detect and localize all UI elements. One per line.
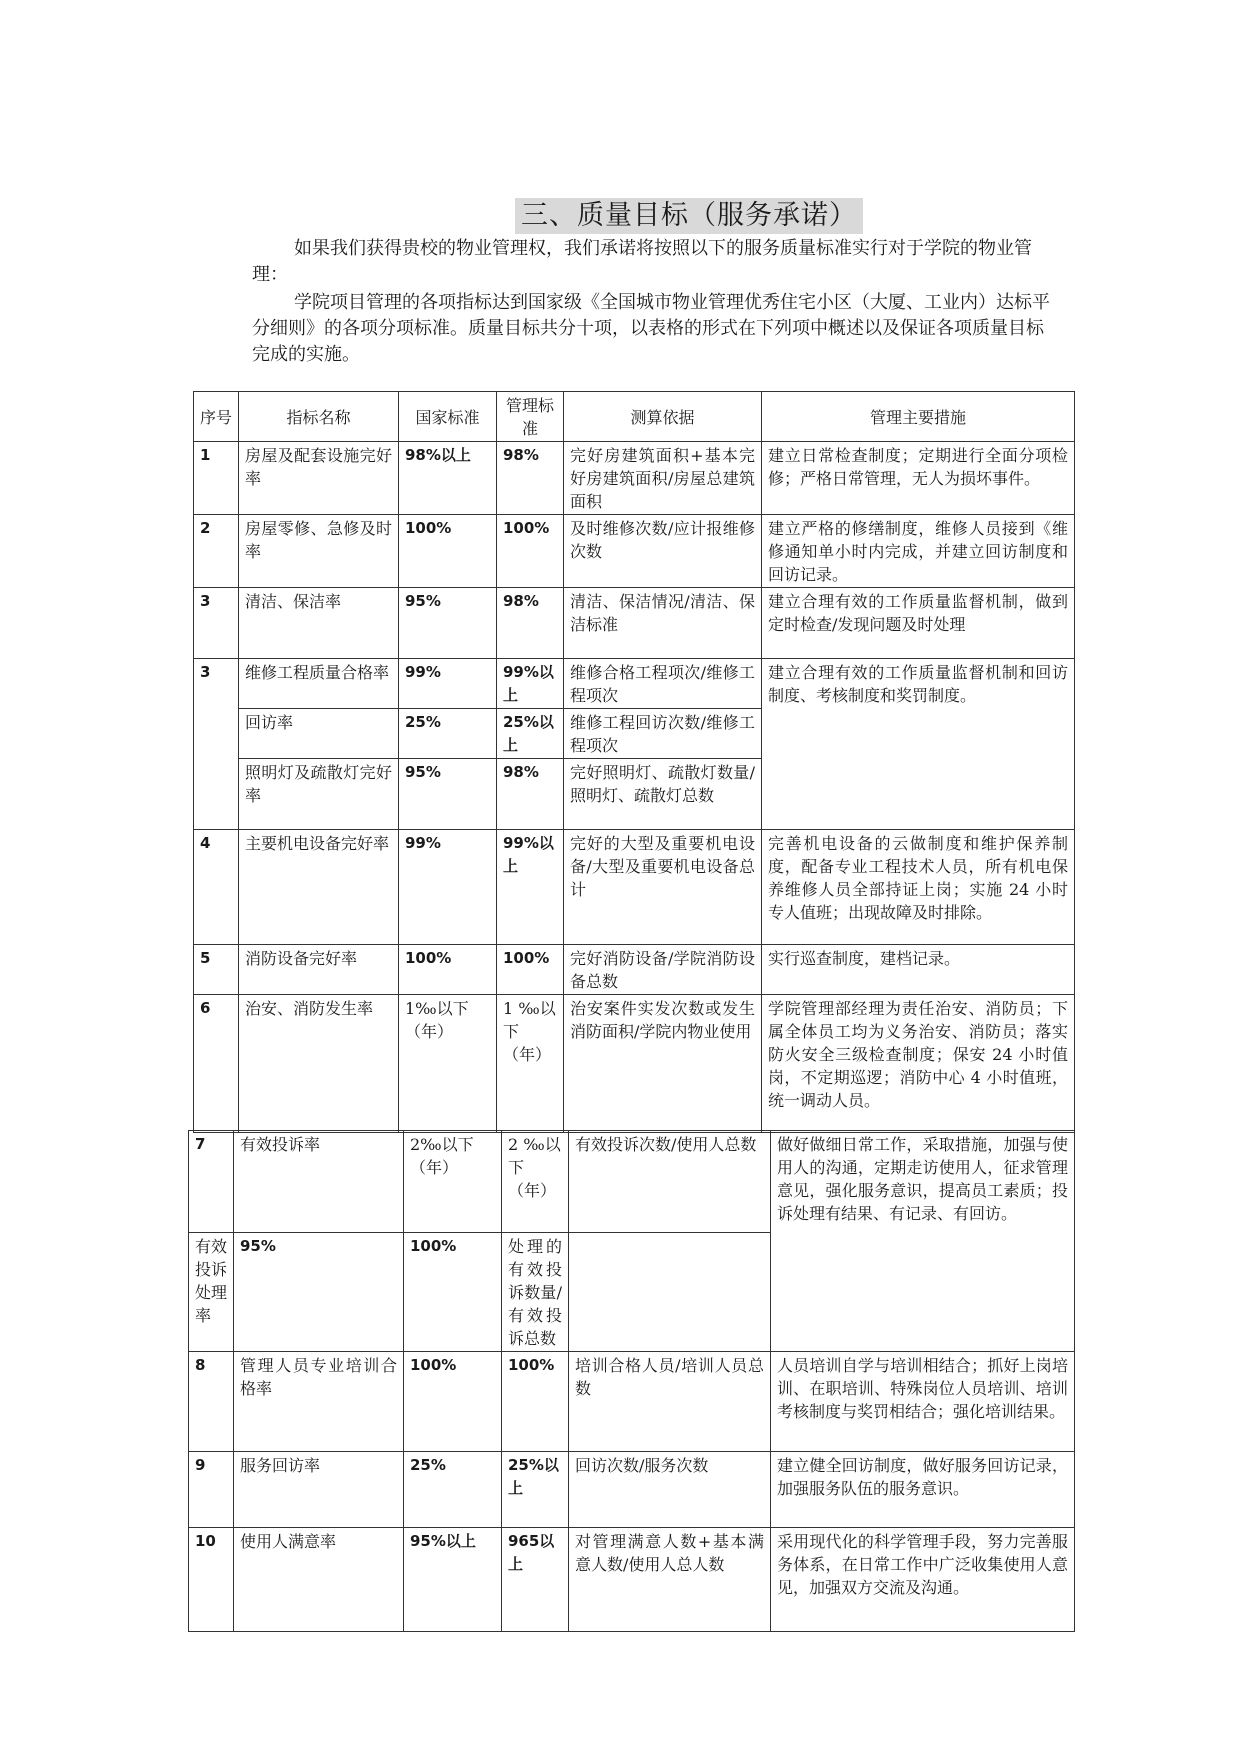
table-row xyxy=(194,515,1075,588)
national-standard: 95%以上 xyxy=(404,1528,502,1632)
header-cell: 管理主要措施 xyxy=(762,392,1075,442)
indicator-name: 消防设备完好率 xyxy=(239,945,399,995)
indicator-name: 管理人员专业培训合格率 xyxy=(234,1352,404,1452)
indicator-name: 清洁、保洁率 xyxy=(239,588,399,659)
header-cell: 国家标准 xyxy=(399,392,497,442)
management-standard: 1 ‰以下（年） xyxy=(497,995,564,1133)
management-standard: 98% xyxy=(497,588,564,659)
intro-paragraph: 如果我们获得贵校的物业管理权，我们承诺将按照以下的服务质量标准实行对于学院的物业管理： xyxy=(252,238,1032,285)
calculation-basis: 及时维修次数/应计报维修次数 xyxy=(564,515,762,588)
management-standard: 98% xyxy=(497,759,564,830)
calculation-basis: 维修工程回访次数/维修工程项次 xyxy=(564,709,762,759)
management-standard: 25%以上 xyxy=(502,1452,569,1528)
national-standard: 25% xyxy=(404,1452,502,1528)
management-standard: 100% xyxy=(404,1233,502,1352)
national-standard: 1‰以下（年） xyxy=(399,995,497,1133)
table-row xyxy=(194,945,1075,995)
row-number: 5 xyxy=(194,945,239,995)
header-cell: 指标名称 xyxy=(239,392,399,442)
management-standard: 965以上 xyxy=(502,1528,569,1632)
row-number: 10 xyxy=(189,1528,234,1632)
indicator-name: 回访率 xyxy=(239,709,399,759)
national-standard: 95% xyxy=(234,1233,404,1352)
indicator-name: 照明灯及疏散灯完好率 xyxy=(239,759,399,830)
table-row xyxy=(194,659,1075,709)
row-number: 6 xyxy=(194,995,239,1133)
row-number: 3 xyxy=(194,588,239,659)
table-row xyxy=(189,1131,1075,1233)
indicator-name: 使用人满意率 xyxy=(234,1528,404,1632)
calculation-basis: 治安案件实发次数或发生消防面积/学院内物业使用 xyxy=(564,995,762,1133)
main-measures: 采用现代化的科学管理手段，努力完善服务体系，在日常工作中广泛收集使用人意见，加强双方交流及沟通。 xyxy=(771,1528,1075,1632)
main-measures: 建立日常检查制度；定期进行全面分项检修；严格日常管理，无人为损坏事件。 xyxy=(762,442,1075,515)
national-standard: 95% xyxy=(399,759,497,830)
calculation-basis: 处理的有效投诉数量/有效投诉总数 xyxy=(502,1233,569,1352)
page-title: 三、质量目标（服务承诺） xyxy=(515,198,863,234)
indicator-name: 房屋及配套设施完好率 xyxy=(239,442,399,515)
calculation-basis: 回访次数/服务次数 xyxy=(569,1452,771,1528)
table-header-row xyxy=(194,392,1075,442)
management-standard: 99%以上 xyxy=(497,659,564,709)
calculation-basis: 完好照明灯、疏散灯数量/照明灯、疏散灯总数 xyxy=(564,759,762,830)
calculation-basis: 有效投诉次数/使用人总数 xyxy=(569,1131,771,1233)
quality-table-part2 xyxy=(188,1130,1075,1632)
table-row xyxy=(189,1528,1075,1632)
national-standard: 95% xyxy=(399,588,497,659)
main-measures: 建立严格的修缮制度，维修人员接到《维修通知单小时内完成，并建立回访制度和回访记录。 xyxy=(762,515,1075,588)
national-standard: 100% xyxy=(404,1352,502,1452)
management-standard: 2 ‰以下（年） xyxy=(502,1131,569,1233)
quality-table-part1 xyxy=(193,391,1075,1133)
national-standard: 98%以上 xyxy=(399,442,497,515)
indicator-name: 有效投诉率 xyxy=(234,1131,404,1233)
main-measures: 人员培训自学与培训相结合；抓好上岗培训、在职培训、特殊岗位人员培训、培训考核制度与奖罚相结合；强化培训结果。 xyxy=(771,1352,1075,1452)
calculation-basis: 培训合格人员/培训人员总数 xyxy=(569,1352,771,1452)
management-standard: 25%以上 xyxy=(497,709,564,759)
national-standard: 100% xyxy=(399,515,497,588)
calculation-basis: 完好房建筑面积+基本完好房建筑面积/房屋总建筑面积 xyxy=(564,442,762,515)
indicator-name: 服务回访率 xyxy=(234,1452,404,1528)
management-standard: 100% xyxy=(502,1352,569,1452)
table-row xyxy=(194,995,1075,1133)
national-standard: 99% xyxy=(399,659,497,709)
table-row xyxy=(189,1452,1075,1528)
calculation-basis: 维修合格工程项次/维修工程项次 xyxy=(564,659,762,709)
table-row xyxy=(189,1352,1075,1452)
national-standard: 100% xyxy=(399,945,497,995)
table-row xyxy=(194,442,1075,515)
table-row xyxy=(194,830,1075,945)
national-standard: 25% xyxy=(399,709,497,759)
main-measures: 做好做细日常工作，采取措施，加强与使用人的沟通，定期走访使用人，征求管理意见，强化服务意识，提高员工素质；投诉处理有结果、有记录、有回访。 xyxy=(771,1131,1075,1352)
main-measures: 建立合理有效的工作质量监督机制和回访制度、考核制度和奖罚制度。 xyxy=(762,659,1075,830)
header-cell: 序号 xyxy=(194,392,239,442)
national-standard: 2‰以下（年） xyxy=(404,1131,502,1233)
main-measures: 建立健全回访制度，做好服务回访记录，加强服务队伍的服务意识。 xyxy=(771,1452,1075,1528)
management-standard: 100% xyxy=(497,515,564,588)
main-measures: 实行巡查制度，建档记录。 xyxy=(762,945,1075,995)
header-cell: 测算依据 xyxy=(564,392,762,442)
indicator-name: 治安、消防发生率 xyxy=(239,995,399,1133)
row-number: 7 xyxy=(189,1131,234,1233)
national-standard: 99% xyxy=(399,830,497,945)
calculation-basis: 对管理满意人数+基本满意人数/使用人总人数 xyxy=(569,1528,771,1632)
row-number: 4 xyxy=(194,830,239,945)
management-standard: 98% xyxy=(497,442,564,515)
indicator-name: 有效投诉处理率 xyxy=(189,1233,234,1352)
calculation-basis: 完好消防设备/学院消防设备总数 xyxy=(564,945,762,995)
management-standard: 99%以上 xyxy=(497,830,564,945)
standard-paragraph: 学院项目管理的各项指标达到国家级《全国城市物业管理优秀住宅小区（大厦、工业内）达标平分细则》的各项分项标准。质量目标共分十项，以表格的形式在下列项中概述以及保证各项质量目标完成的实施。 xyxy=(252,292,1050,365)
row-number: 1 xyxy=(194,442,239,515)
indicator-name: 房屋零修、急修及时率 xyxy=(239,515,399,588)
main-measures: 学院管理部经理为责任治安、消防员；下属全体员工均为义务治安、消防员；落实防火安全三级检查制度；保安 24 小时值岗，不定期巡逻；消防中心 4 小时值班，统一调动人员。 xyxy=(762,995,1075,1133)
main-measures: 完善机电设备的云做制度和维护保养制度，配备专业工程技术人员，所有机电保养维修人员全部持证上岗；实施 24 小时专人值班；出现故障及时排除。 xyxy=(762,830,1075,945)
indicator-name: 主要机电设备完好率 xyxy=(239,830,399,945)
row-number: 9 xyxy=(189,1452,234,1528)
management-standard: 100% xyxy=(497,945,564,995)
row-number: 8 xyxy=(189,1352,234,1452)
calculation-basis: 完好的大型及重要机电设备/大型及重要机电设备总计 xyxy=(564,830,762,945)
row-number: 2 xyxy=(194,515,239,588)
main-measures: 建立合理有效的工作质量监督机制，做到定时检查/发现问题及时处理 xyxy=(762,588,1075,659)
table-row xyxy=(194,588,1075,659)
calculation-basis: 清洁、保洁情况/清洁、保洁标准 xyxy=(564,588,762,659)
row-number: 3 xyxy=(194,659,239,830)
indicator-name: 维修工程质量合格率 xyxy=(239,659,399,709)
header-cell: 管理标准 xyxy=(497,392,564,442)
